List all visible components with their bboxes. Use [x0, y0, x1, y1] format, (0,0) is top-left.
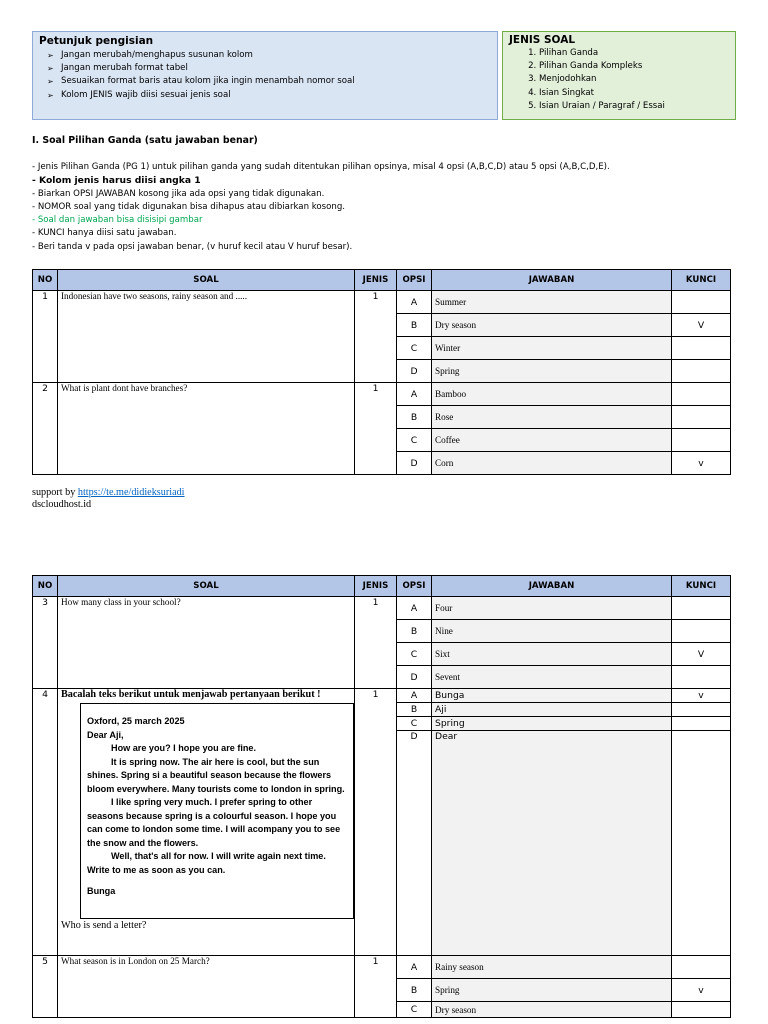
table-row [33, 597, 731, 620]
question-type-item: 3. Menjodohkan [539, 73, 729, 86]
option-key[interactable]: v [672, 979, 731, 1002]
question-number: 3 [33, 597, 58, 689]
question-type-item: 4. Isian Singkat [539, 87, 729, 100]
header-kunci: KUNCI [672, 270, 731, 291]
letter-paragraph: How are you? I hope you are fine. [111, 743, 257, 753]
letter-paragraph: It is spring now. The air here is cool, but the sun shines. Spring si a beautiful season because the flowers bloom everywhere. Many tourists come to london in spring. [87, 756, 345, 794]
rule-line: - KUNCI hanya diisi satu jawaban. [32, 228, 177, 239]
option-key[interactable] [672, 717, 731, 731]
header-no: NO [33, 576, 58, 597]
instruction-item: ➢ Jangan merubah/menghapus susunan kolom [61, 49, 491, 62]
option-answer[interactable]: Dry season [432, 1002, 672, 1018]
question-type-item: 5. Isian Uraian / Paragraf / Essai [539, 100, 729, 113]
rule-line: - Biarkan OPSI JAWABAN kosong jika ada opsi yang tidak digunakan. [32, 188, 325, 199]
header-soal: SOAL [58, 576, 355, 597]
question-text[interactable]: What is plant dont have branches? [58, 383, 355, 475]
instructions-box [32, 31, 498, 120]
option-letter: A [397, 689, 432, 703]
question-number: 2 [33, 383, 58, 475]
option-letter: A [397, 597, 432, 620]
option-answer[interactable]: Spring [432, 979, 672, 1002]
option-answer[interactable]: Coffee [432, 429, 672, 452]
option-answer[interactable]: Dear [432, 731, 672, 956]
option-key[interactable] [672, 360, 731, 383]
option-letter: A [397, 291, 432, 314]
question-type-item: 1. Pilihan Ganda [539, 47, 729, 60]
option-letter: B [397, 620, 432, 643]
table-row [33, 383, 731, 406]
instruction-item: ➢ Kolom JENIS wajib diisi sesuai jenis soal [61, 89, 491, 102]
option-answer[interactable]: Dry season [432, 314, 672, 337]
option-key[interactable] [672, 406, 731, 429]
rule-line: - Soal dan jawaban bisa disisipi gambar [32, 215, 203, 226]
option-answer[interactable]: Spring [432, 360, 672, 383]
support-credit [32, 487, 185, 511]
option-letter: D [397, 360, 432, 383]
question-type[interactable]: 1 [355, 383, 397, 475]
option-key[interactable] [672, 1002, 731, 1018]
rule-line: - Kolom jenis harus diisi angka 1 [32, 175, 201, 187]
header-jenis: JENIS [355, 576, 397, 597]
rules-list [32, 161, 732, 254]
option-answer[interactable]: Sevent [432, 666, 672, 689]
question-types-box [502, 31, 736, 120]
option-letter: D [397, 452, 432, 475]
option-answer[interactable]: Aji [432, 703, 672, 717]
support-site: dscloudhost.id [32, 499, 92, 510]
option-letter: D [397, 666, 432, 689]
option-key[interactable] [672, 666, 731, 689]
option-letter: A [397, 956, 432, 979]
header-opsi: OPSI [397, 270, 432, 291]
option-letter: C [397, 337, 432, 360]
option-key[interactable] [672, 337, 731, 360]
option-answer[interactable]: Bamboo [432, 383, 672, 406]
option-letter: C [397, 717, 432, 731]
option-letter: C [397, 429, 432, 452]
section-title: I. Soal Pilihan Ganda (satu jawaban benar) [32, 135, 258, 146]
option-key[interactable]: V [672, 314, 731, 337]
rule-line: - NOMOR soal yang tidak digunakan bisa dihapus atau dibiarkan kosong. [32, 201, 346, 212]
question-type[interactable]: 1 [355, 956, 397, 1018]
question-types-list [509, 47, 729, 113]
header-opsi: OPSI [397, 576, 432, 597]
option-key[interactable] [672, 291, 731, 314]
support-prefix: support by [32, 487, 78, 498]
question-table-1 [32, 269, 731, 475]
table-header-row [33, 576, 731, 597]
question-intro: Bacalah teks berikut untuk menjawab pertanyaan berikut ! [61, 689, 321, 700]
header-jawaban: JAWABAN [432, 576, 672, 597]
table-row [33, 689, 731, 703]
instructions-title: Petunjuk pengisian [39, 35, 154, 47]
question-number: 1 [33, 291, 58, 383]
support-link[interactable]: https://te.me/didieksuriadi [77, 487, 185, 498]
instruction-item: ➢ Sesuaikan format baris atau kolom jika ingin menambah nomor soal [61, 75, 491, 88]
table-row [33, 956, 731, 979]
header-no: NO [33, 270, 58, 291]
question-type[interactable]: 1 [355, 689, 397, 956]
option-key[interactable] [672, 731, 731, 956]
option-answer[interactable]: Four [432, 597, 672, 620]
header-jawaban: JAWABAN [432, 270, 672, 291]
option-answer[interactable]: Rainy season [432, 956, 672, 979]
option-key[interactable] [672, 956, 731, 979]
option-letter: B [397, 406, 432, 429]
option-answer[interactable]: Winter [432, 337, 672, 360]
question-number: 4 [33, 689, 58, 956]
letter-paragraph: I like spring very much. I prefer spring to other seasons because spring is a colourful season. I hope you can come to london some time. I will acompany you to see the snow and the flowers. [87, 797, 341, 848]
option-letter: C [397, 643, 432, 666]
header-soal: SOAL [58, 270, 355, 291]
question-type[interactable]: 1 [355, 597, 397, 689]
option-letter: B [397, 703, 432, 717]
instruction-item: ➢ Jangan merubah format tabel [61, 62, 491, 75]
option-answer[interactable]: Bunga [432, 689, 672, 703]
letter-date: Oxford, 25 march 2025 [87, 716, 185, 726]
option-letter: C [397, 1002, 432, 1018]
option-key[interactable] [672, 429, 731, 452]
option-answer[interactable]: Sixt [432, 643, 672, 666]
option-answer[interactable]: Corn [432, 452, 672, 475]
question-type[interactable]: 1 [355, 291, 397, 383]
question-types-title: JENIS SOAL [509, 34, 576, 46]
question-text[interactable]: How many class in your school? [58, 597, 355, 689]
table-header-row [33, 270, 731, 291]
letter-textbox [80, 703, 354, 919]
option-key[interactable] [672, 383, 731, 406]
option-key[interactable]: v [672, 689, 731, 703]
table-row [33, 291, 731, 314]
option-answer[interactable]: Nine [432, 620, 672, 643]
header-jenis: JENIS [355, 270, 397, 291]
question-number: 5 [33, 956, 58, 1018]
question-text[interactable]: Indonesian have two seasons, rainy season and ..... [58, 291, 355, 383]
letter-greeting: Dear Aji, [87, 729, 124, 740]
option-key[interactable] [672, 620, 731, 643]
option-key[interactable] [672, 597, 731, 620]
option-key[interactable]: v [672, 452, 731, 475]
letter-paragraph: Well, that's all for now. I will write again next time. Write to me as soon as you can. [87, 851, 326, 875]
option-answer[interactable]: Rose [432, 406, 672, 429]
option-letter: B [397, 979, 432, 1002]
option-letter: B [397, 314, 432, 337]
instructions-list [39, 49, 491, 102]
question-prompt: Who is send a letter? [61, 920, 147, 931]
option-answer[interactable]: Summer [432, 291, 672, 314]
option-letter: A [397, 383, 432, 406]
question-type-item: 2. Pilihan Ganda Kompleks [539, 60, 729, 73]
question-text[interactable]: What season is in London on 25 March? [58, 956, 355, 1018]
option-key[interactable]: V [672, 643, 731, 666]
letter-signature: Bunga [87, 886, 116, 896]
header-kunci: KUNCI [672, 576, 731, 597]
rule-line: - Beri tanda v pada opsi jawaban benar, (v huruf kecil atau V huruf besar). [32, 241, 353, 252]
option-answer[interactable]: Spring [432, 717, 672, 731]
option-letter: D [397, 731, 432, 956]
option-key[interactable] [672, 703, 731, 717]
rule-line: - Jenis Pilihan Ganda (PG 1) untuk pilihan ganda yang sudah ditentukan pilihan opsinya, misal 4 opsi (A,B,C,D) atau 5 opsi (A,B,C,D,E). [32, 162, 610, 172]
